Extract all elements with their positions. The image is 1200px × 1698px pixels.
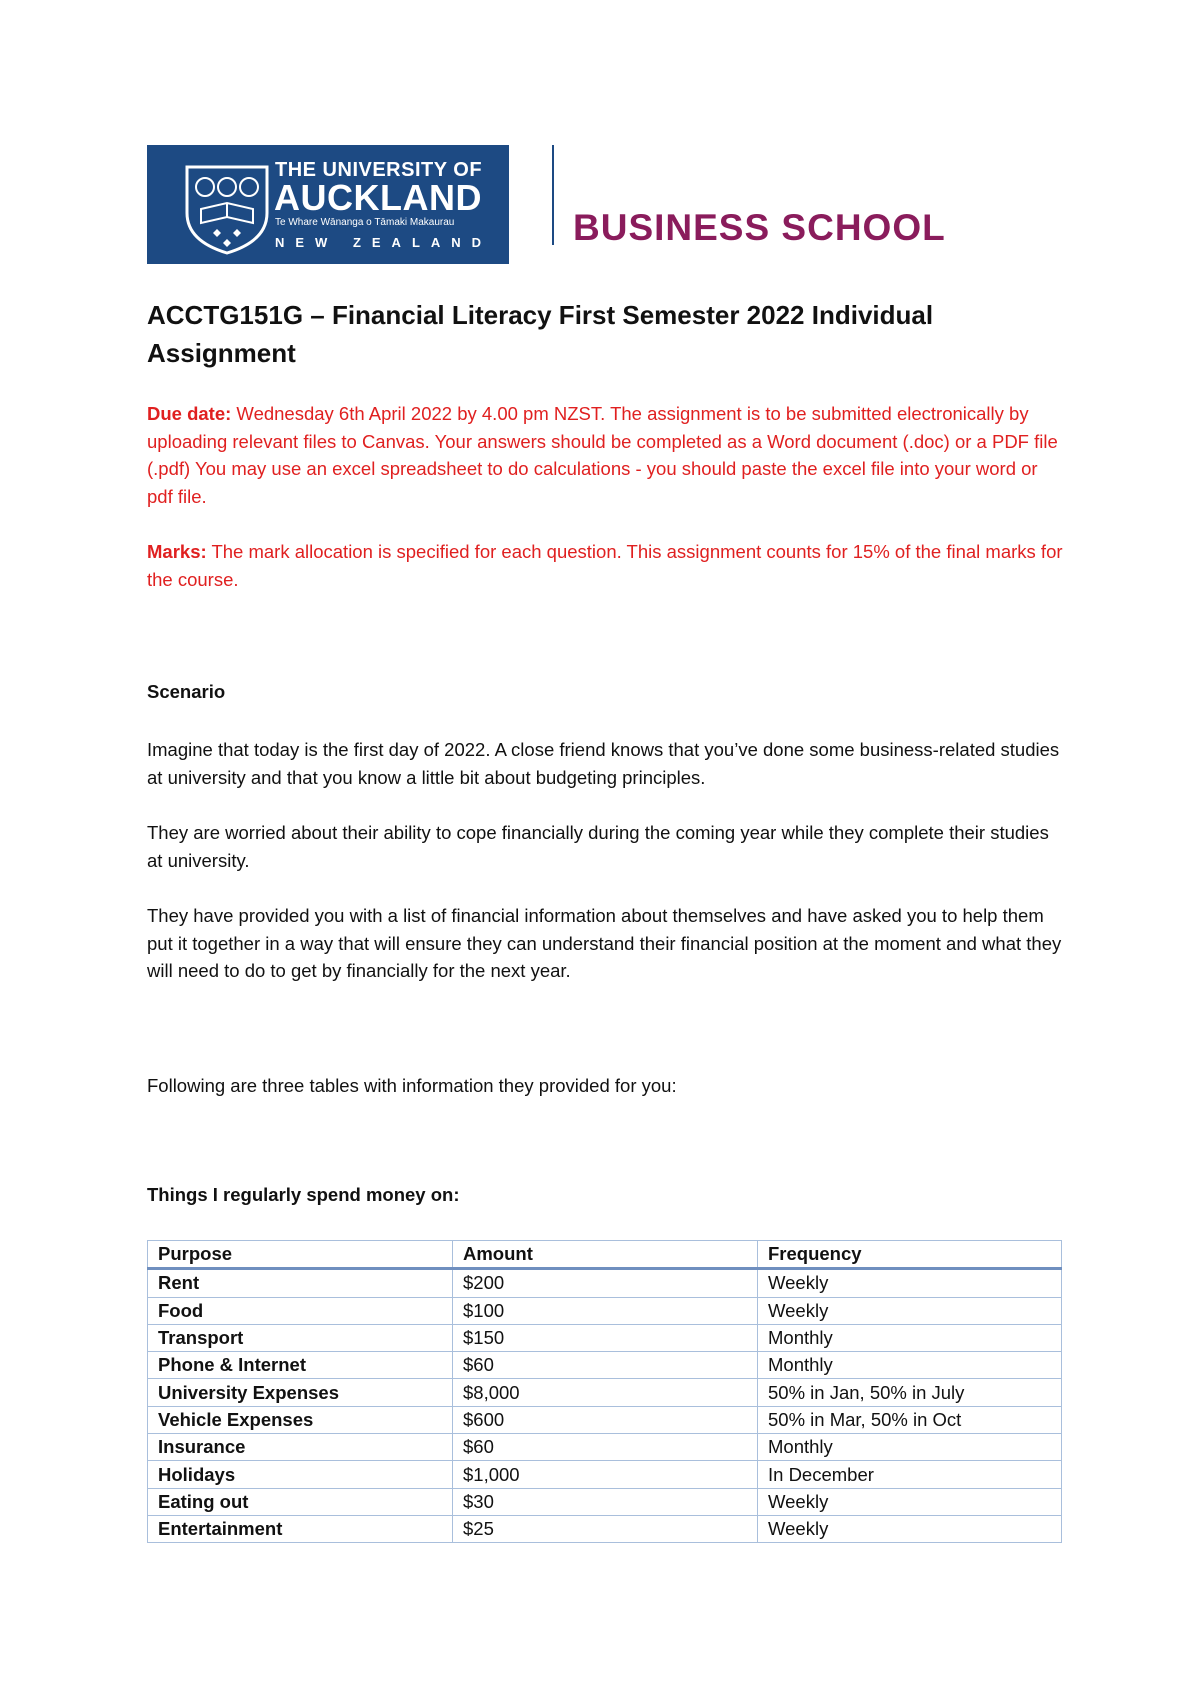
marks-paragraph [147, 538, 1067, 593]
logo-line-maori-name: Te Whare Wānanga o Tāmaki Makaurau [275, 217, 455, 228]
cell-amount: $25 [453, 1515, 758, 1542]
due-date-paragraph [147, 400, 1067, 510]
cell-purpose: University Expenses [148, 1379, 453, 1406]
cell-purpose: Transport [148, 1324, 453, 1351]
logo-line-new-zealand: NEW ZEALAND [275, 235, 493, 250]
table-row [148, 1297, 1062, 1324]
marks-label: Marks: [147, 541, 207, 562]
cell-frequency: 50% in Mar, 50% in Oct [758, 1406, 1062, 1433]
cell-frequency: Weekly [758, 1515, 1062, 1542]
scenario-paragraph-2: They are worried about their ability to cope financially during the coming year while they complete their studies at university. [147, 822, 1049, 871]
cell-frequency: Monthly [758, 1434, 1062, 1461]
table-row [148, 1515, 1062, 1542]
due-date-text: Wednesday 6th April 2022 by 4.00 pm NZST. The assignment is to be submitted electronically by uploading relevant files to Canvas. Your answers should be completed as a Word document (.doc) or a PDF file (.pdf) You may use an excel spreadsheet to do calculations - you should paste the excel file into your word or pdf file. [147, 403, 1058, 507]
cell-amount: $150 [453, 1324, 758, 1351]
cell-amount: $30 [453, 1488, 758, 1515]
table-row [148, 1406, 1062, 1433]
cell-purpose: Entertainment [148, 1515, 453, 1542]
cell-amount: $200 [453, 1269, 758, 1297]
cell-purpose: Insurance [148, 1434, 453, 1461]
cell-frequency: Weekly [758, 1297, 1062, 1324]
table-row [148, 1352, 1062, 1379]
expenses-table [147, 1240, 1062, 1543]
cell-frequency: 50% in Jan, 50% in July [758, 1379, 1062, 1406]
logo-divider [552, 145, 554, 245]
marks-text: The mark allocation is specified for each question. This assignment counts for 15% of the final marks for the course. [147, 541, 1063, 590]
table-row [148, 1488, 1062, 1515]
cell-amount: $60 [453, 1434, 758, 1461]
due-date-label: Due date: [147, 403, 232, 424]
university-logo [147, 145, 509, 264]
cell-purpose: Vehicle Expenses [148, 1406, 453, 1433]
logo-line-auckland: AUCKLAND [274, 177, 482, 218]
crest-icon [183, 163, 271, 255]
logo-line-university-of: THE UNIVERSITY OF [275, 159, 483, 181]
cell-purpose: Holidays [148, 1461, 453, 1488]
table-row [148, 1324, 1062, 1351]
table-row [148, 1461, 1062, 1488]
column-header-frequency: Frequency [758, 1241, 1062, 1269]
table-row [148, 1434, 1062, 1461]
scenario-heading: Scenario [147, 681, 226, 702]
scenario-paragraph-3: They have provided you with a list of financial information about themselves and have asked you to help them put it together in a way that will ensure they can understand their financial position at the moment and what they will need to do to get by financially for the next year. [147, 905, 1062, 981]
column-header-amount: Amount [453, 1241, 758, 1269]
document-title: ACCTG151G – Financial Literacy First Semester 2022 Individual Assignment [147, 300, 934, 368]
cell-amount: $600 [453, 1406, 758, 1433]
table-row [148, 1379, 1062, 1406]
cell-purpose: Food [148, 1297, 453, 1324]
table-header-row [148, 1241, 1062, 1269]
scenario-paragraph-1: Imagine that today is the first day of 2022. A close friend knows that you’ve done some business-related studies at university and that you know a little bit about budgeting principles. [147, 739, 1060, 788]
cell-amount: $60 [453, 1352, 758, 1379]
business-school-label: BUSINESS SCHOOL [573, 207, 946, 248]
cell-purpose: Phone & Internet [148, 1352, 453, 1379]
cell-amount: $1,000 [453, 1461, 758, 1488]
scenario-paragraph-4: Following are three tables with information they provided for you: [147, 1075, 677, 1096]
cell-frequency: Monthly [758, 1324, 1062, 1351]
table-row [148, 1269, 1062, 1297]
table1-heading: Things I regularly spend money on: [147, 1184, 460, 1205]
cell-amount: $8,000 [453, 1379, 758, 1406]
cell-frequency: In December [758, 1461, 1062, 1488]
cell-amount: $100 [453, 1297, 758, 1324]
cell-frequency: Monthly [758, 1352, 1062, 1379]
cell-purpose: Rent [148, 1269, 453, 1297]
cell-frequency: Weekly [758, 1488, 1062, 1515]
column-header-purpose: Purpose [148, 1241, 453, 1269]
cell-frequency: Weekly [758, 1269, 1062, 1297]
cell-purpose: Eating out [148, 1488, 453, 1515]
